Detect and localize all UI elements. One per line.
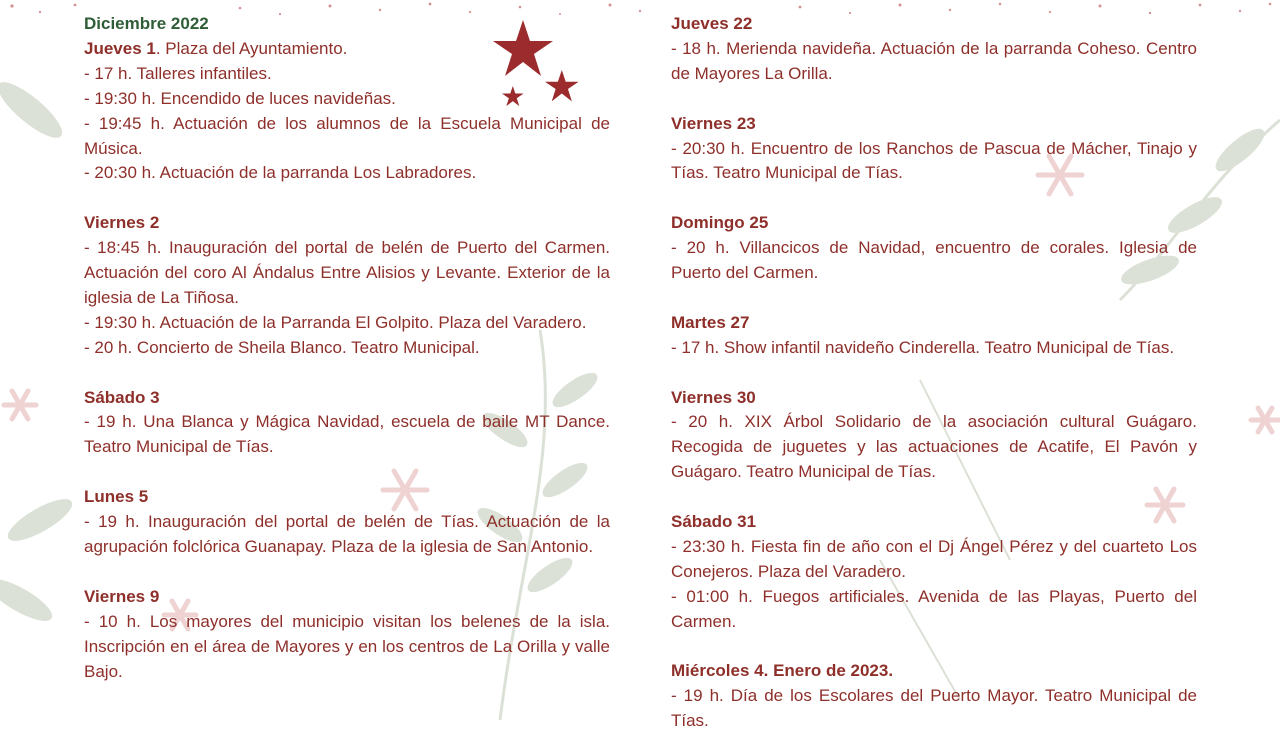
day-title: Sábado 3: [84, 387, 160, 407]
day-block: [84, 386, 610, 461]
event-line: - 01:00 h. Fuegos artificiales. Avenida de las Playas, Puerto del Carmen.: [671, 586, 1197, 631]
event-line: - 17 h. Show infantil navideño Cinderella. Teatro Municipal de Tías.: [671, 337, 1175, 357]
day-block: [84, 485, 610, 560]
day-block: [671, 311, 1197, 361]
day-title: Viernes 30: [671, 387, 756, 407]
month-heading: Diciembre 2022: [84, 14, 209, 33]
day-title-suffix: . Plaza del Ayuntamiento.: [155, 38, 348, 58]
event-line: - 10 h. Los mayores del municipio visitan los belenes de la isla. Inscripción en el área de Mayores y en los centros de La Orilla y valle Bajo.: [84, 611, 610, 681]
event-line: - 20 h. Concierto de Sheila Blanco. Teatro Municipal.: [84, 337, 480, 357]
day-title: Lunes 5: [84, 487, 149, 507]
event-line: - 18:45 h. Inauguración del portal de belén de Puerto del Carmen. Actuación del coro Al Ándalus Entre Alisios y Levante. Exterior de la iglesia de La Tiñosa.: [84, 238, 610, 307]
month-title: Enero de 2023.: [773, 661, 894, 681]
event-line: - 17 h. Talleres infantiles.: [84, 63, 272, 83]
event-line: - 19 h. Día de los Escolares del Puerto Mayor. Teatro Municipal de Tías.: [671, 686, 1197, 731]
day-block: [671, 510, 1197, 635]
day-block: [671, 211, 1197, 286]
event-line: - 23:30 h. Fiesta fin de año con el Dj Ángel Pérez y del cuarteto Los Conejeros. Plaza del Varadero.: [671, 536, 1197, 581]
event-line: - 20 h. Villancicos de Navidad, encuentro de corales. Iglesia de Puerto del Carmen.: [671, 238, 1197, 283]
day-block: [671, 12, 1197, 87]
day-title: Miércoles 4.: [671, 661, 769, 681]
day-block: [84, 585, 610, 685]
left-column: [84, 12, 610, 684]
event-line: - 19:45 h. Actuación de los alumnos de la Escuela Municipal de Música.: [84, 113, 610, 158]
day-title: Viernes 9: [84, 586, 160, 606]
event-line: - 19 h. Una Blanca y Mágica Navidad, escuela de baile MT Dance. Teatro Municipal de Tías.: [84, 412, 610, 457]
day-title: Sábado 31: [671, 512, 757, 532]
day-title: Jueves 22: [671, 14, 753, 33]
event-line: - 19 h. Inauguración del portal de belén de Tías. Actuación de la agrupación folclórica Guanapay. Plaza de la iglesia de San Antonio.: [84, 512, 610, 556]
event-line: - 20 h. XIX Árbol Solidario de la asociación cultural Guágaro. Recogida de juguetes y las actuaciones de Acatife, El Pavón y Guágaro. Teatro Municipal de Tías.: [671, 412, 1197, 482]
day-block: [671, 112, 1197, 187]
event-line: - 20:30 h. Actuación de la parranda Los Labradores.: [84, 163, 477, 183]
day-title: Jueves 1: [84, 38, 156, 58]
day-block: [671, 386, 1197, 486]
event-line: - 19:30 h. Encendido de luces navideñas.: [84, 88, 396, 108]
day-title: Martes 27: [671, 312, 750, 332]
day-block: [84, 211, 610, 360]
day-block: [671, 659, 1197, 734]
event-line: - 19:30 h. Actuación de la Parranda El Golpito. Plaza del Varadero.: [84, 312, 587, 332]
day-title: Domingo 25: [671, 213, 769, 233]
right-column: [671, 12, 1197, 734]
day-title: Viernes 23: [671, 113, 756, 133]
day-title: Viernes 2: [84, 213, 160, 233]
event-line: - 20:30 h. Encuentro de los Ranchos de Pascua de Mácher, Tinajo y Tías. Teatro Municipal de Tías.: [671, 138, 1197, 183]
day-block: [84, 37, 610, 186]
event-line: - 18 h. Merienda navideña. Actuación de la parranda Coheso. Centro de Mayores La Orilla.: [671, 38, 1197, 83]
